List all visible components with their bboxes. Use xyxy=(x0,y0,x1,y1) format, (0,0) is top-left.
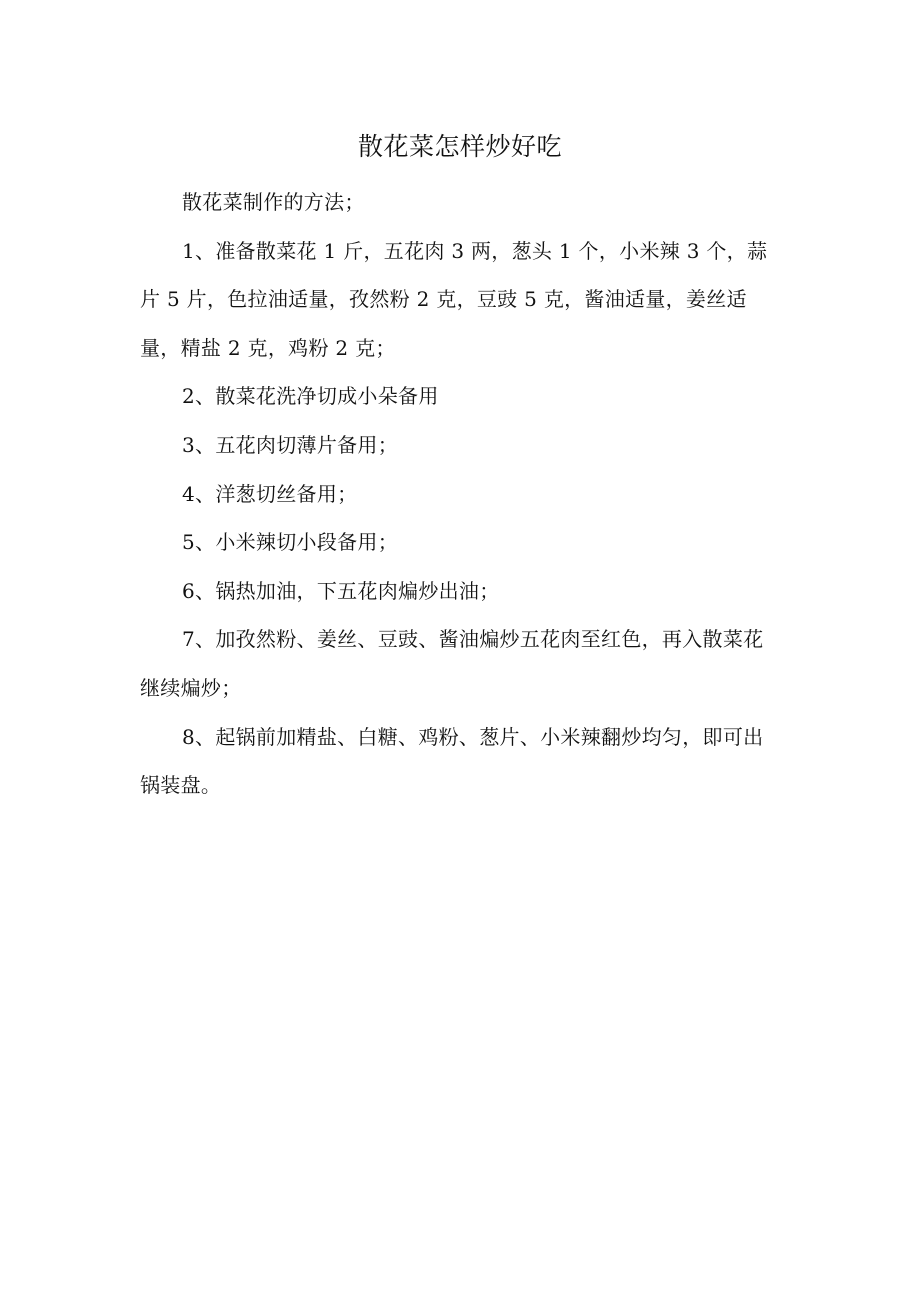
paragraph-step-6: 6、锅热加油，下五花肉煸炒出油； xyxy=(182,578,500,603)
paragraph-step-3: 3、五花肉切薄片备用； xyxy=(182,432,399,457)
paragraph-step-1: 1、准备散菜花 1 斤，五花肉 3 两，葱头 1 个，小米辣 3 个，蒜片 5 片，色拉油适量，孜然粉 2 克，豆豉 5 克，酱油适量，姜丝适量，精盐 2 克，鸡粉 2 克； xyxy=(140,238,768,360)
paragraph-intro: 散花菜制作的方法； xyxy=(182,190,365,214)
paragraph-step-5: 5、小米辣切小段备用； xyxy=(182,530,399,555)
document-body xyxy=(140,178,780,810)
paragraph-step-8-continued: 锅装盘。 xyxy=(140,773,222,798)
document-title: 散花菜怎样炒好吃 xyxy=(357,132,562,161)
paragraph-step-8: 8、起锅前加精盐、白糖、鸡粉、葱片、小米辣翻炒均匀，即可出 xyxy=(182,724,764,749)
paragraph-step-4: 4、洋葱切丝备用； xyxy=(182,481,358,506)
paragraph-step-2: 2、散菜花洗净切成小朵备用 xyxy=(182,384,439,409)
paragraph-step-7: 7、加孜然粉、姜丝、豆豉、酱油煸炒五花肉至红色，再入散菜花继续煸炒； xyxy=(140,627,764,700)
